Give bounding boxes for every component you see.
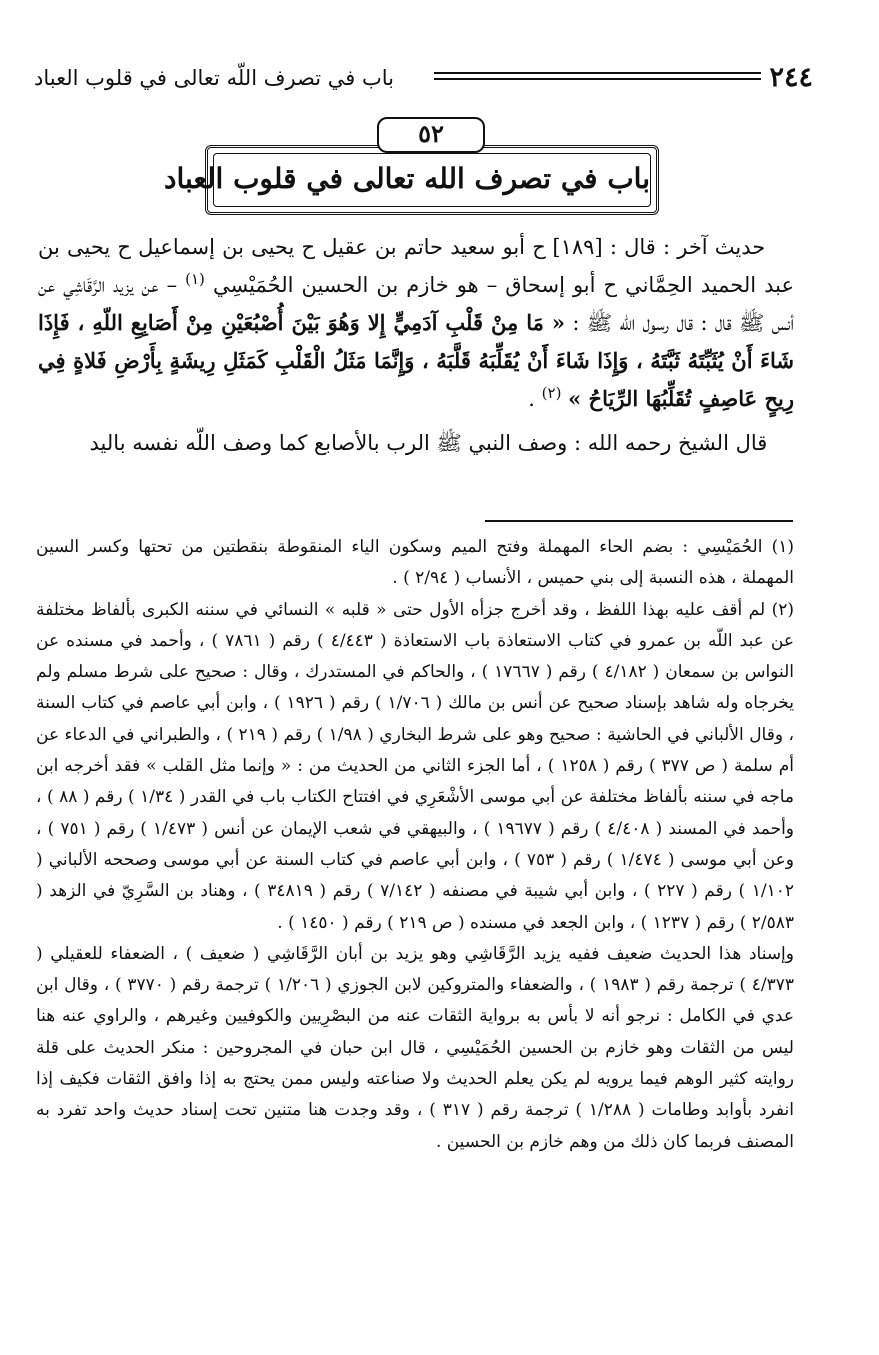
author-comment bbox=[38, 424, 794, 462]
footnotes bbox=[36, 532, 794, 1158]
running-title: باب في تصرف اللّه تعالى في قلوب العباد bbox=[34, 66, 395, 90]
header-double-rule bbox=[434, 72, 761, 80]
page-number: ٢٤٤ bbox=[769, 62, 813, 93]
hadith-paragraph bbox=[38, 228, 794, 418]
footnote-1: (١) الحُمَيْسِي : بضم الحاء المهملة وفتح الميم وسكون الياء المنقوطة بنقطتين من تحتها وكسر السين المهملة ، هذه النسبة إلى بني حميس ، الأنساب ( ٢/٩٤ ) . bbox=[36, 537, 794, 589]
chapter-title-frame bbox=[164, 145, 659, 215]
hadith-end: . bbox=[528, 387, 535, 411]
footnote-separator bbox=[485, 520, 793, 522]
page-header bbox=[34, 60, 813, 96]
isnad: حديث آخر : قال : [١٨٩] ح أبو سعيد حاتم بن عقيل ح يحيى بن إسماعيل ح يحيى بن عبد الحميد الحِمَّاني ح أبو إسحاق – هو خازم بن الحسين الحُمَيْسِي bbox=[38, 235, 794, 297]
chapter-title-inner-frame bbox=[164, 153, 651, 207]
author-comment-text: قال الشيخ رحمه الله : وصف النبي ﷺ الرب بالأصابع كما وصف اللّه نفسه باليد bbox=[89, 431, 768, 455]
hadith-text: « مَا مِنْ قَلْبِ آدَمِيٍّ إِلا وَهُوَ بَيْنَ أُصْبُعَيْنِ مِنْ أَصَابِعِ اللّهِ ، فَإِذَا شَاءَ أَنْ يُثَبِّتَهُ ثَبَّتَهُ ، وَإِذَا شَاءَ أَنْ يُقَلِّبَهُ قَلَّبَهُ ، وَإِنَّمَا مَثَلُ الْقَلْبِ كَمَثَلِ رِيشَةٍ بِأَرْضِ فَلاةٍ فِي رِيحٍ عَاصِفٍ تُقَلِّبُهَا الرِّيَاحُ » bbox=[38, 310, 794, 411]
main-text bbox=[38, 228, 794, 462]
footnote-2: (٢) لم أقف عليه بهذا اللفظ ، وقد أخرج جزأه الأول حتى « قلبه » النسائي في سننه الكبرى بألفاظ مختلفة عن عبد اللّه بن عمرو في كتاب الاستعاذة باب الاستعاذة ( ٤/٤٤٣ ) رقم ( ٧٨٦١ ) ، وأحمد في مسنده عن النواس بن سمعان ( ٤/١٨٢ ) رقم ( ١٧٦٦٧ ) ، والحاكم في المستدرك ، وقال : صحيح على شرط مسلم ولم يخرجاه وله شاهد بإسناد صحيح عن أنس بن مالك ( ١/٧٠٦ ) رقم ( ١٩٢٦ ) ، وابن أبي عاصم في كتاب السنة ، وقال الألباني في الحاشية : صحيح وهو على شرط البخاري ( ١/٩٨ ) رقم ( ٢١٩ ) ، والطبراني في الدعاء عن أم سلمة ( ص ٣٧٧ ) رقم ( ١٢٥٨ ) ، أما الجزء الثاني من الحديث من : « وإنما مثل القلب » فقد أخرجه ابن ماجه في سننه بألفاظ مختلفة عن أبي موسى الأشْعَرِي في افتتاح الكتاب باب في القدر ( ١/٣٤ ) رقم ( ٨٨ ) ، وأحمد في المسند ( ٤/٤٠٨ ) رقم ( ١٩٦٧٧ ) ، والبيهقي في شعب الإيمان عن أنس ( ١/٤٧٣ ) رقم ( ٧٥١ ) ، وعن أبي موسى ( ١/٤٧٤ ) رقم ( ٧٥٣ ) ، وابن أبي عاصم في كتاب السنة عن أبي موسى وصححه الألباني ( ١/١٠٢ ) رقم ( ٢٢٧ ) ، وابن أبي شيبة في مصنفه ( ٧/١٤٢ ) رقم ( ٣٤٨١٩ ) ، وهناد بن السَّرِيّ في الزهد ( ٢/٥٨٣ ) رقم ( ١٢٣٧ ) ، وابن الجعد في مسنده ( ص ٢١٩ ) رقم ( ١٤٥٠ ) . bbox=[36, 599, 795, 933]
footnote-2-continuation: وإسناد هذا الحديث ضعيف ففيه يزيد الرَّقَاشِي وهو يزيد بن أبان الرَّقَاشِي ( ضعيف ) ، الضعفاء للعقيلي ( ٤/٣٧٣ ) ترجمة رقم ( ١٩٨٣ ) ، والضعفاء والمتروكين لابن الجوزي ( ١/٢٠٦ ) ترجمة رقم ( ٣٧٧٠ ) ، وقال ابن عدي في الكامل : نرجو أنه لا بأس به برواية الثقات عنه من البصْرِيين والكوفيين وغيرهم ، والراوي عنه هنا ليس من الثقات وهو خازم بن الحسين الحُمَيْسِي ، قال ابن حبان في المجروحين : منكر الحديث على قلة روايته كثير الوهم فيما يرويه لم يكن يعلم الحديث ولا صناعته وليس ممن يحتج به إذا وافق الثقات فكيف إذا انفرد بأوابد وطامات ( ١/٢٨٨ ) ترجمة رقم ( ٣١٧ ) ، وقد وجدت هنا متنين تحت إسناد حديث واحد تفرد به المصنف فربما كان ذلك من وهم خازم بن الحسين . bbox=[36, 943, 794, 1152]
chapter-title: باب في تصرف الله تعالى في قلوب العباد bbox=[164, 162, 650, 195]
chapter-number-badge: ٥٢ bbox=[377, 117, 485, 153]
footnote-ref-2: (٢) bbox=[541, 384, 562, 402]
footnote-ref-1: (١) bbox=[185, 270, 205, 288]
isnad-continuation: – عن يزيد الرَّقَاشِي عن أنس ﷺ قال : قال رسول اللّه ﷺ : bbox=[38, 273, 794, 335]
